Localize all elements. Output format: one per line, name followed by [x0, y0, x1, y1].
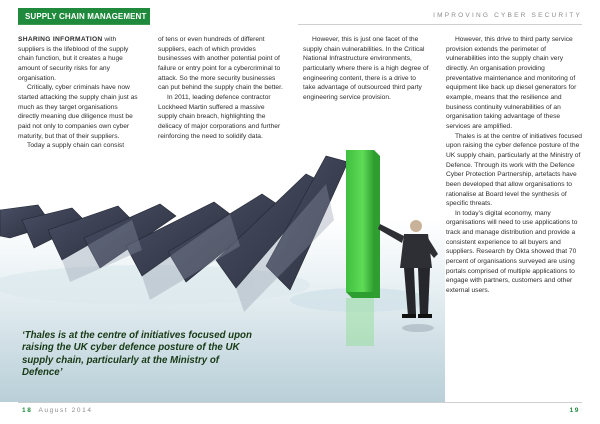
paragraph: In 2011, leading defence contractor Lockheed Martin suffered a massive supply chain breach, highlighting the delicacy of major corporations and further reinforcing the need to solidify data.	[158, 93, 281, 140]
running-title: IMPROVING CYBER SECURITY	[433, 12, 582, 19]
pull-quote: ‘Thales is at the centre of initiatives focused upon raising the UK cyber defence posture of the UK supply chain, particularly at the Ministry of Defence’	[22, 330, 252, 378]
paragraph: However, this is just one facet of the supply chain vulnerabilities. In the Critical National Infrastructure environments, particularly where there is a high degree of engineering content, there is a drive to take advantage of outsourced third party engineering service provision.	[303, 36, 429, 101]
paragraph	[18, 35, 139, 83]
footer-rule	[18, 402, 582, 403]
page-number-left: 18	[22, 407, 33, 414]
lead-in: SHARING INFORMATION	[18, 36, 103, 43]
section-label: SUPPLY CHAIN MANAGEMENT	[18, 8, 150, 25]
article-column-4	[446, 35, 582, 397]
paragraph-text: with suppliers is the lifeblood of the supply chain function, but it creates a huge amount of security risks for any organisation.	[18, 36, 129, 82]
footer-left	[22, 407, 93, 414]
paragraph: In today’s digital economy, many organisations will need to use applications to track and manage distribution and provide a consistent experience to all buyers and suppliers. Research by Okta showed that 70 percent of organisations surveyed are using portals comprised of multiple applications to engage with partners, customers and other external users.	[446, 209, 578, 295]
figure-reflection	[402, 324, 434, 332]
header-rule-right	[298, 24, 582, 25]
page-number-right: 19	[569, 407, 580, 414]
paragraph: Thales is at the centre of initiatives focused upon raising the cyber defence posture of the UK supply chain, particularly at the Ministry of Defence. Through its work with the Defence Cyber Protection Partnership, artefacts have been developed that allow organisations to rationalise at Board level the synthesis of specific threats.	[446, 132, 582, 208]
header-rule-left	[18, 24, 150, 25]
paragraph: Today a supply chain can consist	[27, 142, 125, 150]
issue-date: August 2014	[38, 407, 93, 414]
paragraph: Critically, cyber criminals have now started attacking the supply chain just as much as they target organisations directly meaning due diligence must be paid not only to companies own cyber maturity, but that of their suppliers.	[18, 84, 138, 140]
green-block-reflection	[346, 298, 374, 346]
article-column-3	[303, 35, 430, 135]
paragraph: However, this drive to third party service provision extends the perimeter of vulnerabilities into the supply chain very directly. An organisation providing preventative maintenance and monitoring of equipment like back up diesel generators for example, means that the resilience and business continuity vulnerabilities of an organisation taking advantage of these services are amplified.	[446, 36, 577, 130]
paragraph: of tens or even hundreds of different suppliers, each of which provides businesses with another potential point of failure or entry point for a cybercriminal to attack. So the more security businesses can put behind the supply chain the better.	[158, 36, 283, 92]
